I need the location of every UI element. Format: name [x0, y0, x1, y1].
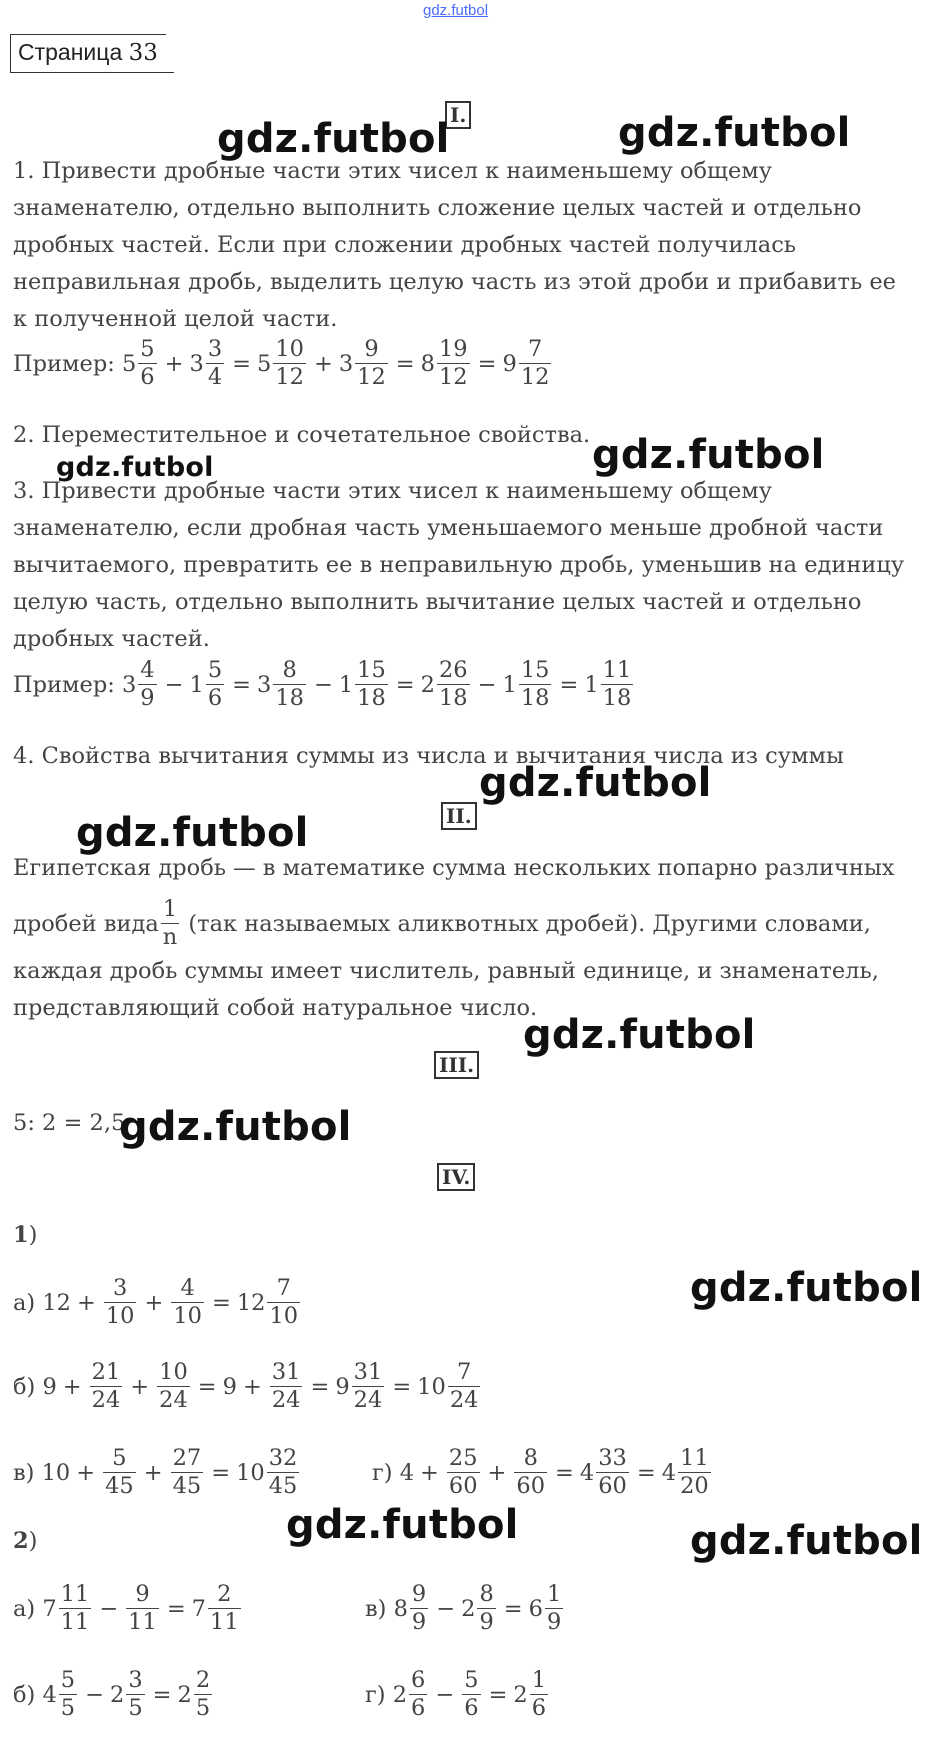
item-4-text: 4. Свойства вычитания суммы из числа и вычитания числа из суммы: [13, 743, 844, 769]
task-1-label: 1 ): [13, 1222, 38, 1248]
watermark: gdz.futbol: [618, 110, 851, 156]
section-3-equation: 5: 2 = 2,5: [13, 1110, 126, 1136]
item-3-text: 3. Привести дробные части этих чисел к наименьшему общему знаменателю, если дробная часть уменьшаемого меньше дробной части вычитаемого, превратить ее в неправильную дробь, уменьшив на единицу целую часть, отдельно выполнить вычитание целых частей и отдельно дробных частей.: [13, 478, 905, 652]
section-heading-4: IV.: [437, 1163, 475, 1191]
watermark: gdz.futbol: [286, 1502, 519, 1548]
watermark: gdz.futbol: [592, 432, 825, 478]
watermark: gdz.futbol: [76, 810, 309, 856]
example-1: Пример: 5 $\frac{5}{6}$ + 3 $\frac{3}{4}$ = 5 $\frac{10}{12}$ + 3 $\frac{9}{12}$ = 8 $\frac{19}{12}$ = 9 $\frac{7}{12}$: [13, 336, 550, 390]
task-1g: г) 4 + $\frac{25}{60}$ + $\frac{8}{60}$ = 4 $\frac{33}{60}$ = 4 $\frac{11}{20}$: [372, 1445, 709, 1499]
task-1b: б) 9 + $\frac{21}{24}$ + $\frac{10}{24}$ = 9 + $\frac{31}{24}$ = 9 $\frac{31}{24}$ = 10 $\frac{7}{24}$: [13, 1359, 479, 1413]
watermark: gdz.futbol: [690, 1265, 923, 1311]
task-2-label: 2 ): [13, 1528, 38, 1554]
page-label: Страница 33: [10, 34, 166, 73]
watermark: gdz.futbol: [56, 452, 214, 483]
section-heading-1: I.: [445, 101, 471, 129]
example-2: Пример: 3 $\frac{4}{9}$ − 1 $\frac{5}{6}$ = 3 $\frac{8}{18}$ − 1 $\frac{15}{18}$ = 2 $\frac{26}{18}$ − 1 $\frac{15}{18}$ = 1 $\frac{11}{18}$: [13, 657, 632, 711]
item-2-text: 2. Переместительное и сочетательное свойства.: [13, 422, 591, 448]
watermark: gdz.futbol: [119, 1104, 352, 1150]
task-2a: а) 7 $\frac{11}{11}$ − $\frac{9}{11}$ = 7 $\frac{2}{11}$: [13, 1581, 239, 1635]
task-2v: в) 8 $\frac{9}{9}$ − 2 $\frac{8}{9}$ = 6 $\frac{1}{9}$: [365, 1581, 562, 1635]
task-2g: г) 2 $\frac{6}{6}$ − $\frac{5}{6}$ = 2 $\frac{1}{6}$: [365, 1667, 547, 1721]
egyptian-text-c: каждая дробь суммы имеет числитель, равный единице, и знаменатель, представляющий собой натуральное число.: [13, 958, 879, 1021]
watermark: gdz.futbol: [690, 1518, 923, 1564]
task-1v: в) 10 + $\frac{5}{45}$ + $\frac{27}{45}$ = 10 $\frac{32}{45}$: [13, 1445, 298, 1499]
egyptian-text-b: дробей вида $\frac{1}{n}$ (так называемых аликвотных дробей). Другими словами,: [13, 896, 871, 950]
item-1-text: 1. Привести дробные части этих чисел к наименьшему общему знаменателю, отдельно выполнить сложение целых частей и отдельно дробных частей. Если при сложении дробных частей получилась неправильная дробь, выделить целую часть из этой дроби и прибавить ее к полученной целой части.: [13, 158, 896, 332]
task-2b: б) 4 $\frac{5}{5}$ − 2 $\frac{3}{5}$ = 2 $\frac{2}{5}$: [13, 1667, 211, 1721]
site-link[interactable]: gdz.futbol: [423, 2, 489, 19]
watermark: gdz.futbol: [479, 760, 712, 806]
section-heading-2: II.: [441, 802, 477, 830]
watermark: gdz.futbol: [217, 116, 450, 162]
section-heading-3: III.: [434, 1051, 479, 1079]
task-1a: а) 12 + $\frac{3}{10}$ + $\frac{4}{10}$ = 12 $\frac{7}{10}$: [13, 1275, 299, 1329]
watermark: gdz.futbol: [523, 1012, 756, 1058]
egyptian-text-a: Египетская дробь — в математике сумма нескольких попарно различных: [13, 855, 895, 881]
